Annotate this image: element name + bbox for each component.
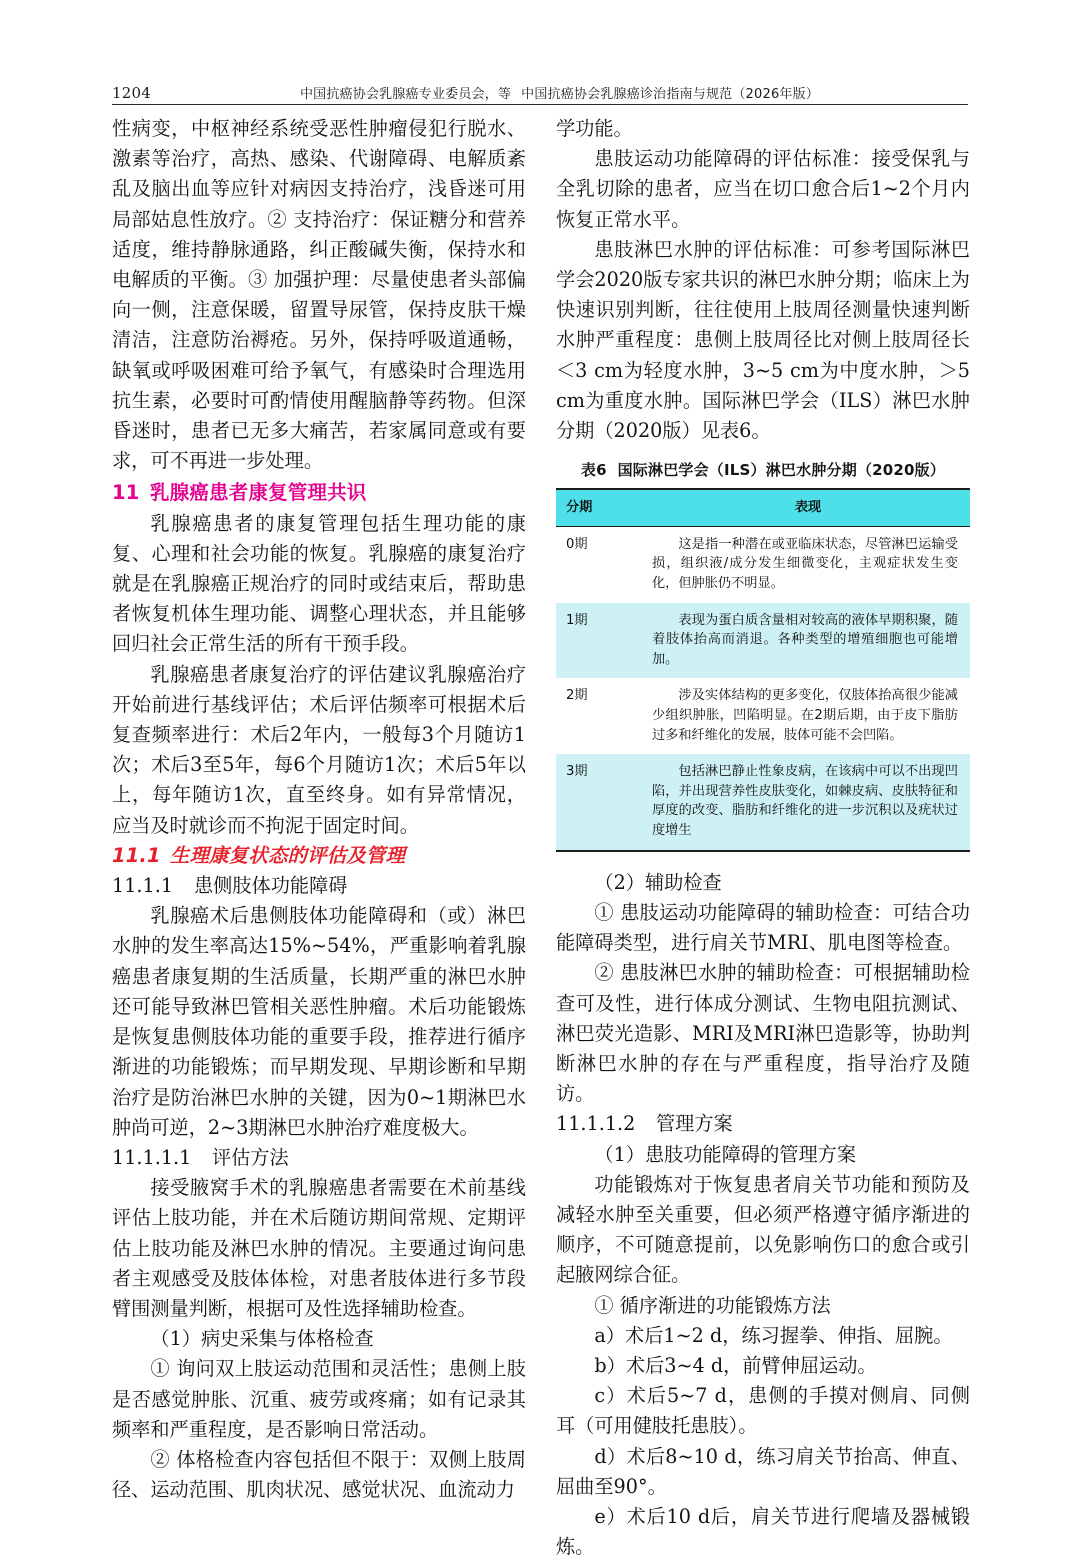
paragraph-rehab-assessment-schedule: 乳腺癌患者康复治疗的评估建议乳腺癌治疗开始前进行基线评估；术后评估频率可根据术后复查频率进行：术后2年内，一般每3个月随访1次；术后3至5年，每6个月随访1次；术后5年以上，每年随访1次，直至终身。如有异常情况，应当及时就诊而不拘泥于固定时间。 — [112, 662, 526, 837]
table-6-body — [556, 526, 970, 849]
heading-11-1-1-1-number: 11.1.1.1 — [112, 1145, 192, 1169]
paragraph-rehab-overview: 乳腺癌患者的康复管理包括生理功能的康复、心理和社会功能的恢复。乳腺癌的康复治疗就是在乳腺癌正规治疗的同时或结束后，帮助患者恢复机体生理功能、调整心理状态，并且能够回归社会正常生活的所有干预手段。 — [112, 511, 526, 656]
heading-section-11-number: 11 — [112, 481, 140, 505]
left-column — [112, 114, 526, 1505]
heading-11-1-1-1-text: 评估方法 — [212, 1145, 289, 1169]
running-head-guideline: 中国抗癌协会乳腺癌诊治指南与规范（2026年版） — [521, 87, 820, 102]
list-item-management-title: （1）患肢功能障碍的管理方案 — [594, 1142, 857, 1166]
heading-11-1-1-text: 患侧肢体功能障碍 — [194, 874, 348, 898]
table-6-block — [556, 460, 970, 852]
heading-subsection-11-1-text: 生理康复状态的评估及管理 — [170, 843, 406, 867]
list-item-auxiliary-exam-title: （2）辅助检查 — [594, 870, 722, 894]
list-item-progressive-exercise-title: ① 循序渐进的功能锻炼方法 — [594, 1293, 831, 1317]
right-column — [556, 114, 970, 1562]
table-6-head — [556, 489, 970, 526]
table-6-caption-text: 国际淋巴学会（ILS）淋巴水肿分期（2020版） — [617, 461, 946, 480]
table-cell-manifestation: 表现为蛋白质含量相对较高的液体早期积聚，随着肢体抬高而消退。各种类型的增殖细胞也可能增加。 — [646, 603, 970, 679]
heading-section-11-text: 乳腺癌患者康复管理共识 — [150, 481, 367, 505]
table-6-caption — [556, 460, 970, 480]
paragraph-continued-right: 学功能。 — [556, 117, 633, 140]
list-item-exercise-step-b: b）术后3~4 d，前臂伸屈运动。 — [594, 1353, 877, 1377]
heading-subsection-11-1-number: 11.1 — [112, 843, 161, 867]
table-column-header-stage: 分期 — [556, 489, 646, 526]
heading-11-1-1-2-text: 管理方案 — [656, 1112, 733, 1136]
table-row — [556, 526, 970, 602]
running-head-title — [151, 83, 968, 102]
table-row — [556, 678, 970, 754]
list-item-exercise-step-c: c）术后5~7 d，患侧的手摸对侧肩、同侧耳（可用健肢托患肢）。 — [556, 1384, 970, 1438]
table-6-ils-lymphedema-stages — [556, 488, 970, 849]
list-item-exercise-step-e: e）术后10 d后，肩关节进行爬墙及器械锻炼。 — [556, 1505, 970, 1559]
heading-11-1-1-2-number: 11.1.1.2 — [556, 1112, 636, 1136]
paragraph-management-exercise: 功能锻炼对于恢复患者肩关节功能和预防及减轻水肿至关重要，但必须严格遵守循序渐进的顺序，不可随意提前，以免影响伤口的愈合或引起腋网综合征。 — [556, 1172, 970, 1287]
heading-section-11 — [112, 478, 526, 508]
running-head — [112, 78, 968, 102]
header-rule — [112, 104, 968, 105]
table-6-caption-label: 表6 — [580, 461, 607, 480]
paragraph-motion-standard: 患肢运动功能障碍的评估标准：接受保乳与全乳切除的患者，应当在切口愈合后1~2个月内恢复正常水平。 — [556, 147, 970, 231]
table-header-row — [556, 489, 970, 526]
list-item-history-taking-1: ① 询问双上肢运动范围和灵活性；患侧上肢是否感觉肿胀、沉重、疲劳或疼痛；如有记录其频率和严重程度，是否影响日常活动。 — [112, 1357, 526, 1441]
table-cell-stage: 1期 — [556, 603, 646, 679]
list-item-history-taking-title: （1）病史采集与体格检查 — [150, 1327, 374, 1351]
list-item-exercise-step-d: d）术后8~10 d，练习肩关节抬高、伸直、屈曲至90°。 — [556, 1444, 970, 1498]
table-bottom-rule — [556, 850, 970, 852]
heading-subsection-11-1 — [112, 841, 526, 871]
page-folio: 1204 — [112, 84, 151, 102]
running-head-authors: 中国抗癌协会乳腺癌专业委员会，等 — [299, 87, 512, 102]
table-cell-stage: 2期 — [556, 678, 646, 754]
paragraph-continued-left: 性病变，中枢神经系统受恶性肿瘤侵犯行脱水、激素等治疗，高热、感染、代谢障碍、电解质紊乱及脑出血等应针对病因支持治疗，浅昏迷可用局部姑息性放疗。② 支持治疗：保证糖分和营养适度，维持静脉通路，纠正酸碱失衡，保持水和电解质的平衡。③ 加强护理：尽量使患者头部偏向一侧，注意保暖，留置导尿管，保持皮肤干燥清洁，注意防治褥疮。另外，保持呼吸道通畅，缺氧或呼吸困难可给予氧气，有感染时合理选用抗生素，必要时可酌情使用醒脑静等药物。但深昏迷时，患者已无多大痛苦，若家属同意或有要求，可不再进一步处理。 — [112, 117, 526, 473]
table-cell-stage: 0期 — [556, 526, 646, 602]
list-item-history-taking-2: ② 体格检查内容包括但不限于：双侧上肢周径、运动范围、肌肉状况、感觉状况、血流动力 — [112, 1447, 526, 1502]
table-cell-manifestation: 这是指一种潜在或亚临床状态，尽管淋巴运输受损，组织液/成分发生细微变化，主观症状发生变化，但肿胀仍不明显。 — [646, 526, 970, 602]
table-row — [556, 603, 970, 679]
heading-11-1-1-2 — [556, 1109, 970, 1139]
list-item-auxiliary-exam-1: ① 患肢运动功能障碍的辅助检查：可结合功能障碍类型，进行肩关节MRI、肌电图等检查。 — [556, 900, 970, 955]
list-item-exercise-step-a: a）术后1~2 d，练习握拳、伸指、屈腕。 — [594, 1323, 953, 1347]
table-cell-manifestation: 包括淋巴静止性象皮病，在该病中可以不出现凹陷，并出现营养性皮肤变化，如棘皮病、皮肤特征和厚度的改变、脂肪和纤维化的进一步沉积以及疣状过度增生 — [646, 754, 970, 849]
paragraph-limb-dysfunction: 乳腺癌术后患侧肢体功能障碍和（或）淋巴水肿的发生率高达15%~54%，严重影响着乳腺癌患者康复期的生活质量，长期严重的淋巴水肿还可能导致淋巴管相关恶性肿瘤。术后功能锻炼是恢复患侧肢体功能的重要手段，推荐进行循序渐进的功能锻炼；而早期发现、早期诊断和早期治疗是防治淋巴水肿的关键，因为0~1期淋巴水肿尚可逆，2~3期淋巴水肿治疗难度极大。 — [112, 904, 526, 1139]
table-cell-stage: 3期 — [556, 754, 646, 849]
table-cell-manifestation: 涉及实体结构的更多变化，仅肢体抬高很少能减少组织肿胀，凹陷明显。在2期后期，由于皮下脂肪过多和纤维化的发展，肢体可能不会凹陷。 — [646, 678, 970, 754]
heading-11-1-1 — [112, 871, 526, 901]
paragraph-assessment-method: 接受腋窝手术的乳腺癌患者需要在术前基线评估上肢功能，并在术后随访期间常规、定期评估上肢功能及淋巴水肿的情况。主要通过询问患者主观感受及肢体体检，对患者肢体进行多节段臂围测量判断，根据可及性选择辅助检查。 — [112, 1176, 526, 1320]
paragraph-edema-standard: 患肢淋巴水肿的评估标准：可参考国际淋巴学会2020版专家共识的淋巴水肿分期；临床上为快速识别判断，往往使用上肢周径测量快速判断水肿严重程度：患侧上肢周径比对侧上肢周径长＜3 cm为轻度水肿，3~5 cm为中度水肿，＞5 cm为重度水肿。国际淋巴学会（ILS）淋巴水肿分期（2020版）见表6。 — [556, 237, 970, 443]
list-item-auxiliary-exam-2: ② 患肢淋巴水肿的辅助检查：可根据辅助检查可及性，进行体成分测试、生物电阻抗测试、淋巴荧光造影、MRI及MRI淋巴造影等，协助判断淋巴水肿的存在与严重程度，指导治疗及随访。 — [556, 961, 970, 1106]
heading-11-1-1-number: 11.1.1 — [112, 874, 174, 898]
heading-11-1-1-1 — [112, 1143, 526, 1173]
table-column-header-manifestation: 表现 — [646, 489, 970, 526]
table-row — [556, 754, 970, 849]
